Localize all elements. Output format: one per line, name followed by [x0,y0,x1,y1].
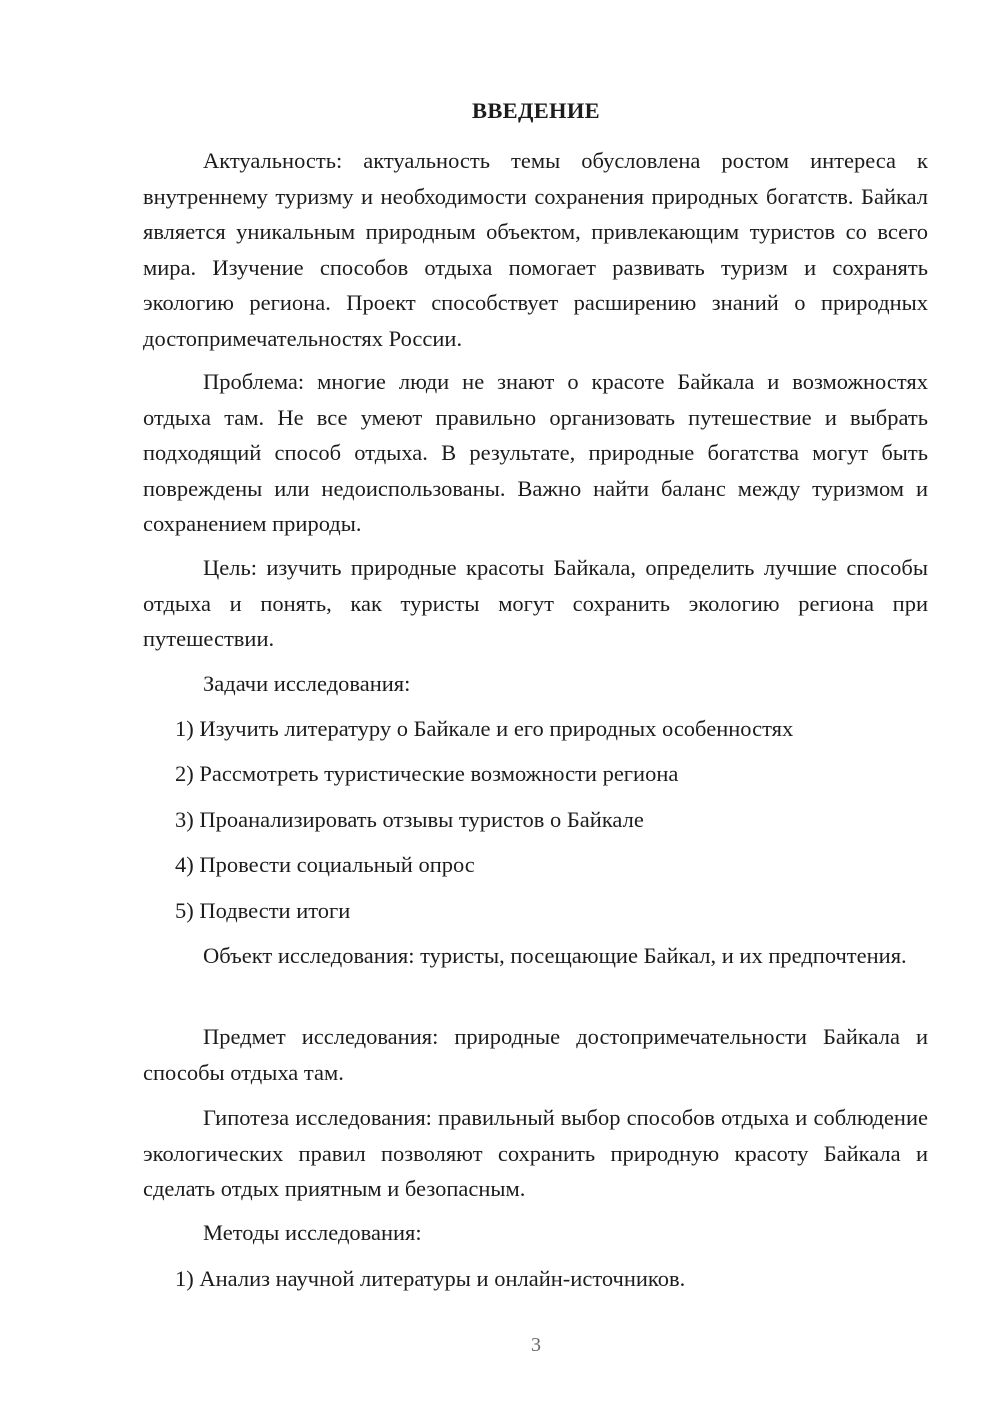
object-paragraph: Объект исследования: туристы, посещающие Байкал, и их предпочтения. [203,943,907,968]
subject-paragraph: Предмет исследования: природные достопримечательности Байкала и способы отдыха там. [143,1024,928,1085]
page-number: 3 [531,1334,541,1356]
hypothesis-paragraph: Гипотеза исследования: правильный выбор способов отдыха и соблюдение экологических правил позволяют сохранить природную красоту Байкала и сделать отдых приятным и безопасным. [143,1105,928,1201]
task-item: 4) Провести социальный опрос [175,852,475,877]
task-item: 5) Подвести итоги [175,898,351,923]
method-item: 1) Анализ научной литературы и онлайн-источников. [175,1266,686,1291]
task-item: 2) Рассмотреть туристические возможности региона [175,761,679,786]
problem-paragraph: Проблема: многие люди не знают о красоте Байкала и возможностях отдыха там. Не все умеют правильно организовать путешествие и выбрать подходящий способ отдыха. В результате, природные богатства могут быть повреждены или недоиспользованы. Важно найти баланс между туризмом и сохранением природы. [143,369,928,536]
task-item: 1) Изучить литературу о Байкале и его природных особенностях [175,716,794,741]
task-item: 3) Проанализировать отзывы туристов о Байкале [175,807,644,832]
section-heading: ВВЕДЕНИЕ [472,98,600,123]
tasks-title: Задачи исследования: [203,671,411,696]
goal-paragraph: Цель: изучить природные красоты Байкала, определить лучшие способы отдыха и понять, как туристы могут сохранить экологию региона при путешествии. [143,555,928,651]
methods-title: Методы исследования: [203,1220,422,1245]
relevance-paragraph: Актуальность: актуальность темы обусловлена ростом интереса к внутреннему туризму и необходимости сохранения природных богатств. Байкал является уникальным природным объектом, привлекающим туристов со всего мира. Изучение способов отдыха помогает развивать туризм и сохранять экологию региона. Проект способствует расширению знаний о природных достопримечательностях России. [143,148,928,351]
